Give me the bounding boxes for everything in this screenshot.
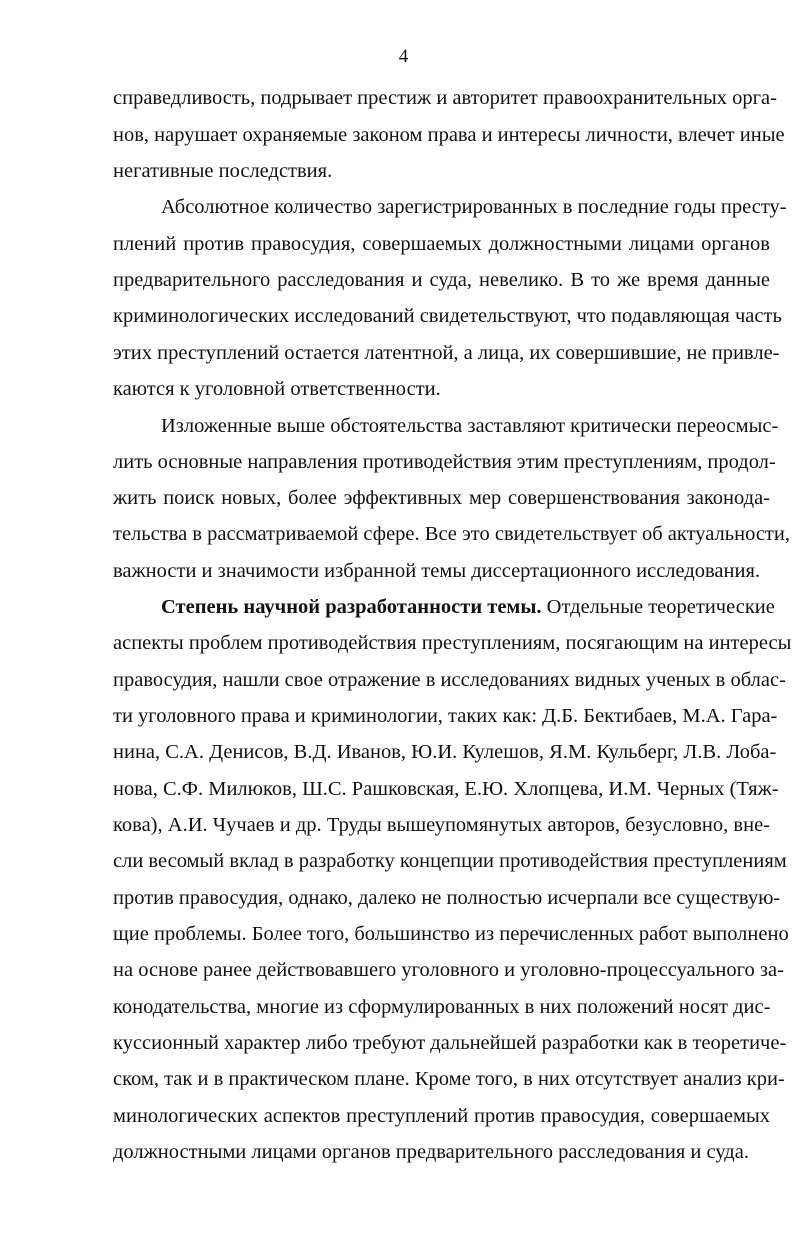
page-number: 4 <box>398 46 409 67</box>
paragraph-3-line-4: тельства в рассматриваемой сфере. Все это свидетельствует об актуальности, <box>113 523 790 545</box>
paragraph-4-line-9: против правосудия, однако, далеко не полностью исчерпали все существую- <box>113 887 781 909</box>
paragraph-3-line-1: Изложенные выше обстоятельства заставляют критически переосмыс- <box>161 415 779 437</box>
paragraph-4-line-8: сли весомый вклад в разработку концепции противодействия преступлениям <box>113 850 787 872</box>
paragraph-1-line-3: негативные последствия. <box>113 160 333 182</box>
paragraph-1-line-2: нов, нарушает охраняемые законом права и интересы личности, влечет иные <box>113 124 785 146</box>
paragraph-4-line-7: кова), А.И. Чучаев и др. Труды вышеупомянутых авторов, безусловно, вне- <box>113 814 770 836</box>
paragraph-3-line-3: жить поиск новых, более эффективных мер совершенствования законода- <box>113 487 770 509</box>
paragraph-2-line-4: криминологических исследований свидетельствуют, что подавляющая часть <box>113 305 782 327</box>
paragraph-4-line-13: куссионный характер либо требуют дальнейшей разработки как в теоретиче- <box>113 1032 787 1054</box>
paragraph-2-line-5: этих преступлений остается латентной, а лица, их совершившие, не привле- <box>113 342 780 364</box>
section-heading: Степень научной разработанности темы. <box>161 596 542 618</box>
paragraph-4-line-11: на основе ранее действовавшего уголовного и уголовно-процессуального за- <box>113 959 784 981</box>
paragraph-3-line-2: лить основные направления противодействия этим преступлениям, продол- <box>113 451 776 473</box>
paragraph-4-line-2: аспекты проблем противодействия преступлениям, посягающим на интересы <box>113 632 792 654</box>
paragraph-2-line-6: каются к уголовной ответственности. <box>113 378 441 400</box>
paragraph-4-line-16: должностными лицами органов предварительного расследования и суда. <box>113 1141 749 1163</box>
paragraph-4-line-3: правосудия, нашли свое отражение в исследованиях видных ученых в облас- <box>113 669 786 691</box>
paragraph-3-line-5: важности и значимости избранной темы диссертационного исследования. <box>113 560 761 582</box>
paragraph-4-line-1-rest: Отдельные теоретические <box>541 596 775 618</box>
paragraph-2-line-1: Абсолютное количество зарегистрированных в последние годы престу- <box>161 196 787 218</box>
paragraph-4-line-5: нина, С.А. Денисов, В.Д. Иванов, Ю.И. Кулешов, Я.М. Кульберг, Л.В. Лоба- <box>113 741 777 763</box>
paragraph-4-line-12: конодательства, многие из сформулированных в них положений носят дис- <box>113 996 771 1018</box>
paragraph-1-line-1: справедливость, подрывает престиж и авторитет правоохранительных орга- <box>113 87 777 109</box>
paragraph-4-line-15: минологических аспектов преступлений против правосудия, совершаемых <box>113 1105 770 1127</box>
paragraph-4-line-4: ти уголовного права и криминологии, таких как: Д.Б. Бектибаев, М.А. Гара- <box>113 705 778 727</box>
paragraph-2-line-3: предварительного расследования и суда, невелико. В то же время данные <box>113 269 770 291</box>
paragraph-4-line-6: нова, С.Ф. Милюков, Ш.С. Рашковская, Е.Ю. Хлопцева, И.М. Черных (Тяж- <box>113 778 779 800</box>
paragraph-4-line-10: щие проблемы. Более того, большинство из перечисленных работ выполнено <box>113 923 789 945</box>
paragraph-4-line-1 <box>161 595 775 619</box>
paragraph-4-line-14: ском, так и в практическом плане. Кроме того, в них отсутствует анализ кри- <box>113 1068 785 1090</box>
paragraph-2-line-2: плений против правосудия, совершаемых должностными лицами органов <box>113 233 770 255</box>
